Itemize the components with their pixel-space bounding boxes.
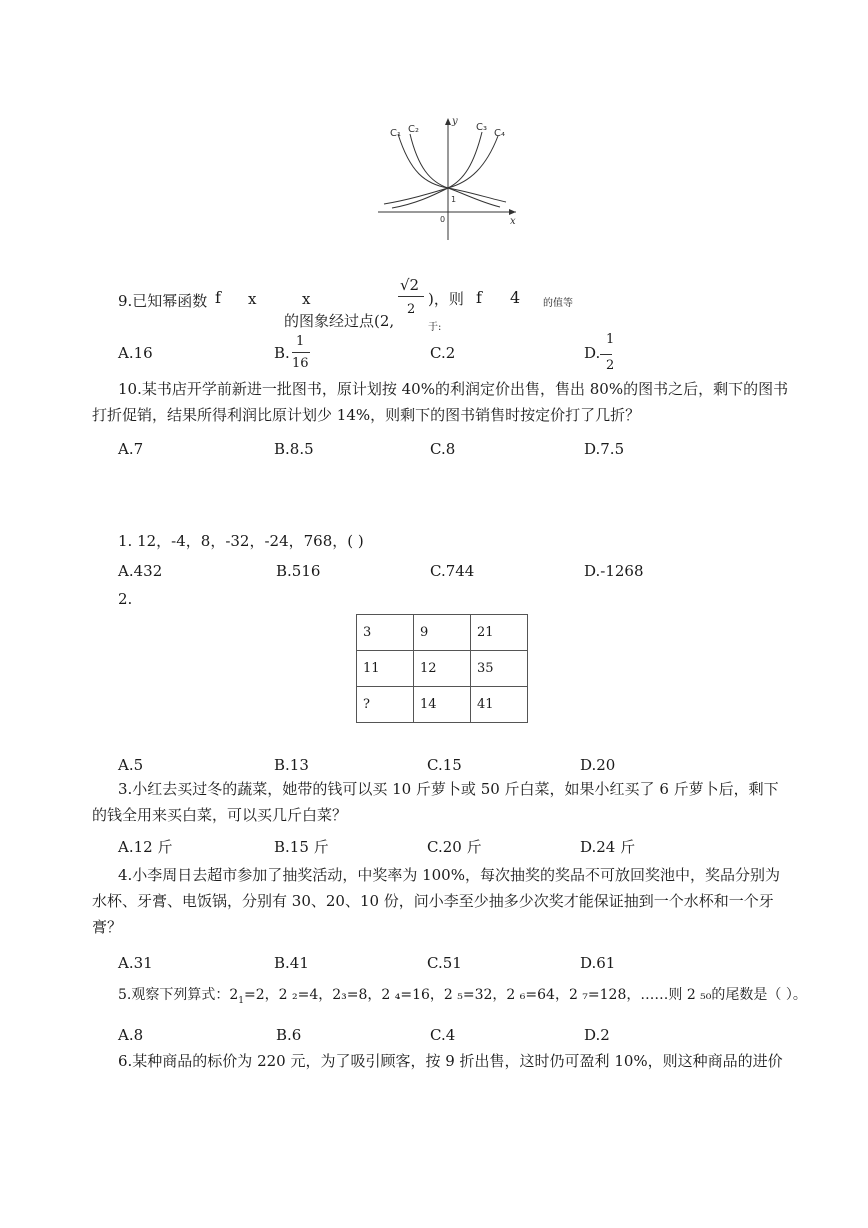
q9-option-d[interactable]: D. [584, 344, 601, 362]
s3-option-c[interactable]: C.20 斤 [427, 838, 482, 856]
one-mark-label: 1 [451, 195, 457, 204]
s1-option-a[interactable]: A.432 [118, 562, 163, 580]
s1-option-b[interactable]: B.516 [276, 562, 321, 580]
curves-figure [370, 112, 520, 244]
q9-prefix: 9.已知幂函数 [118, 292, 208, 310]
s5-sub-1: 1 [238, 995, 244, 1006]
x-axis-arrow [509, 209, 516, 215]
grid-cell: 11 [357, 651, 414, 687]
x-axis-label: x [510, 216, 516, 227]
grid-cell: 41 [471, 687, 528, 723]
q9-option-b[interactable]: B. [274, 344, 290, 362]
grid-cell: ? [357, 687, 414, 723]
grid-cell: 35 [471, 651, 528, 687]
s2-option-c[interactable]: C.15 [427, 756, 462, 774]
q9-option-c[interactable]: C.2 [430, 344, 456, 362]
s3-option-a[interactable]: A.12 斤 [118, 838, 173, 856]
grid-cell: 3 [357, 615, 414, 651]
grid-row [357, 651, 528, 687]
s5-stem [118, 984, 807, 1006]
grid-row [357, 615, 528, 651]
s6-stem: 6.某种商品的标价为 220 元，为了吸引顾客，按 9 折出售，这时仍可盈利 10%，则这种商品的进价 [118, 1052, 783, 1070]
q9-fraction-bar [398, 296, 424, 297]
curve-label-c4: C₄ [494, 128, 505, 139]
q9-d-num: 1 [606, 332, 615, 347]
q10-stem: 10.某书店开学前新进一批图书，原计划按 40%的利润定价出售，售出 80%的图书之后，剩下的图书打折促销，结果所得利润比原计划少 14%，则剩下的图书销售时按定价打了几折？ [92, 380, 789, 424]
s5-option-d[interactable]: D.2 [584, 1026, 610, 1044]
q10-option-b[interactable]: B.8.5 [274, 440, 314, 458]
s3-option-d[interactable]: D.24 斤 [580, 838, 636, 856]
curve-label-c3: C₃ [476, 122, 487, 133]
s4-option-d[interactable]: D.61 [580, 954, 616, 972]
curve-label-c1: C₁ [390, 128, 401, 139]
origin-label: 0 [440, 215, 446, 224]
q9-x2: x [302, 290, 311, 308]
s4-option-c[interactable]: C.51 [427, 954, 462, 972]
s2-option-b[interactable]: B.13 [274, 756, 309, 774]
q9-option-a[interactable]: A.16 [118, 344, 153, 362]
s2-option-a[interactable]: A.5 [118, 756, 144, 774]
curve-c4 [384, 136, 498, 204]
q9-tail2: 于: [428, 322, 442, 333]
q10-option-d[interactable]: D.7.5 [584, 440, 625, 458]
q9-b-den: 16 [292, 356, 309, 371]
q9-f: f [215, 288, 221, 307]
s5-text-rest: =2，2 ₂=4，2₃=8，2 ₄=16，2 ₅=32，2 ₆=64，2 ₇=128，……则 2 ₅₀的尾数是（ ）。 [244, 987, 807, 1003]
number-grid [356, 614, 528, 723]
grid-row [357, 687, 528, 723]
s1-stem: 1. 12，-4，8，-32，-24，768，( ) [118, 532, 364, 550]
q9-den: 2 [407, 302, 416, 317]
s4-option-b[interactable]: B.41 [274, 954, 309, 972]
q9-b-num: 1 [296, 334, 305, 349]
s4-stem: 4.小李周日去超市参加了抽奖活动，中奖率为 100%，每次抽奖的奖品不可放回奖池中，奖品分别为水杯、牙膏、电饭锅，分别有 30、20、10 份，问小李至少抽多少次奖才能保证抽到一个水杯和一个牙膏？ [92, 866, 780, 936]
s1-option-d[interactable]: D.-1268 [584, 562, 644, 580]
q9-four: 4 [510, 288, 521, 307]
s3-stem: 3.小红去买过冬的蔬菜，她带的钱可以买 10 斤萝卜或 50 斤白菜，如果小红买了 6 斤萝卜后，剩下的钱全用来买白菜，可以买几斤白菜？ [92, 780, 779, 824]
curve-label-c2: C₂ [408, 124, 419, 135]
q9-d-den: 2 [606, 358, 615, 373]
s5-text-a: 5.观察下列算式：2 [118, 987, 239, 1003]
q9-x1: x [248, 290, 257, 308]
s3-option-b[interactable]: B.15 斤 [274, 838, 329, 856]
q9-tail: 的值等 [543, 298, 573, 309]
q9-d-bar [600, 354, 612, 355]
q10-option-a[interactable]: A.7 [118, 440, 144, 458]
grid-cell: 12 [414, 651, 471, 687]
grid-cell: 9 [414, 615, 471, 651]
s1-option-c[interactable]: C.744 [430, 562, 475, 580]
s2-option-d[interactable]: D.20 [580, 756, 616, 774]
s5-option-b[interactable]: B.6 [276, 1026, 302, 1044]
q9-f2: f [476, 288, 482, 307]
curve-c1 [398, 134, 506, 202]
grid-cell: 14 [414, 687, 471, 723]
q9-b-bar [292, 352, 310, 353]
s2-label: 2. [118, 590, 133, 608]
q9-close: )，则 [428, 290, 464, 308]
y-axis-label: y [452, 116, 458, 127]
q9-sqrt2: √2 [400, 276, 420, 294]
q10-option-c[interactable]: C.8 [430, 440, 456, 458]
s5-option-c[interactable]: C.4 [430, 1026, 456, 1044]
grid-cell: 21 [471, 615, 528, 651]
s4-option-a[interactable]: A.31 [118, 954, 153, 972]
s5-option-a[interactable]: A.8 [118, 1026, 144, 1044]
y-axis-arrow [445, 118, 451, 125]
q9-mid: 的图象经过点(2, [284, 312, 395, 330]
